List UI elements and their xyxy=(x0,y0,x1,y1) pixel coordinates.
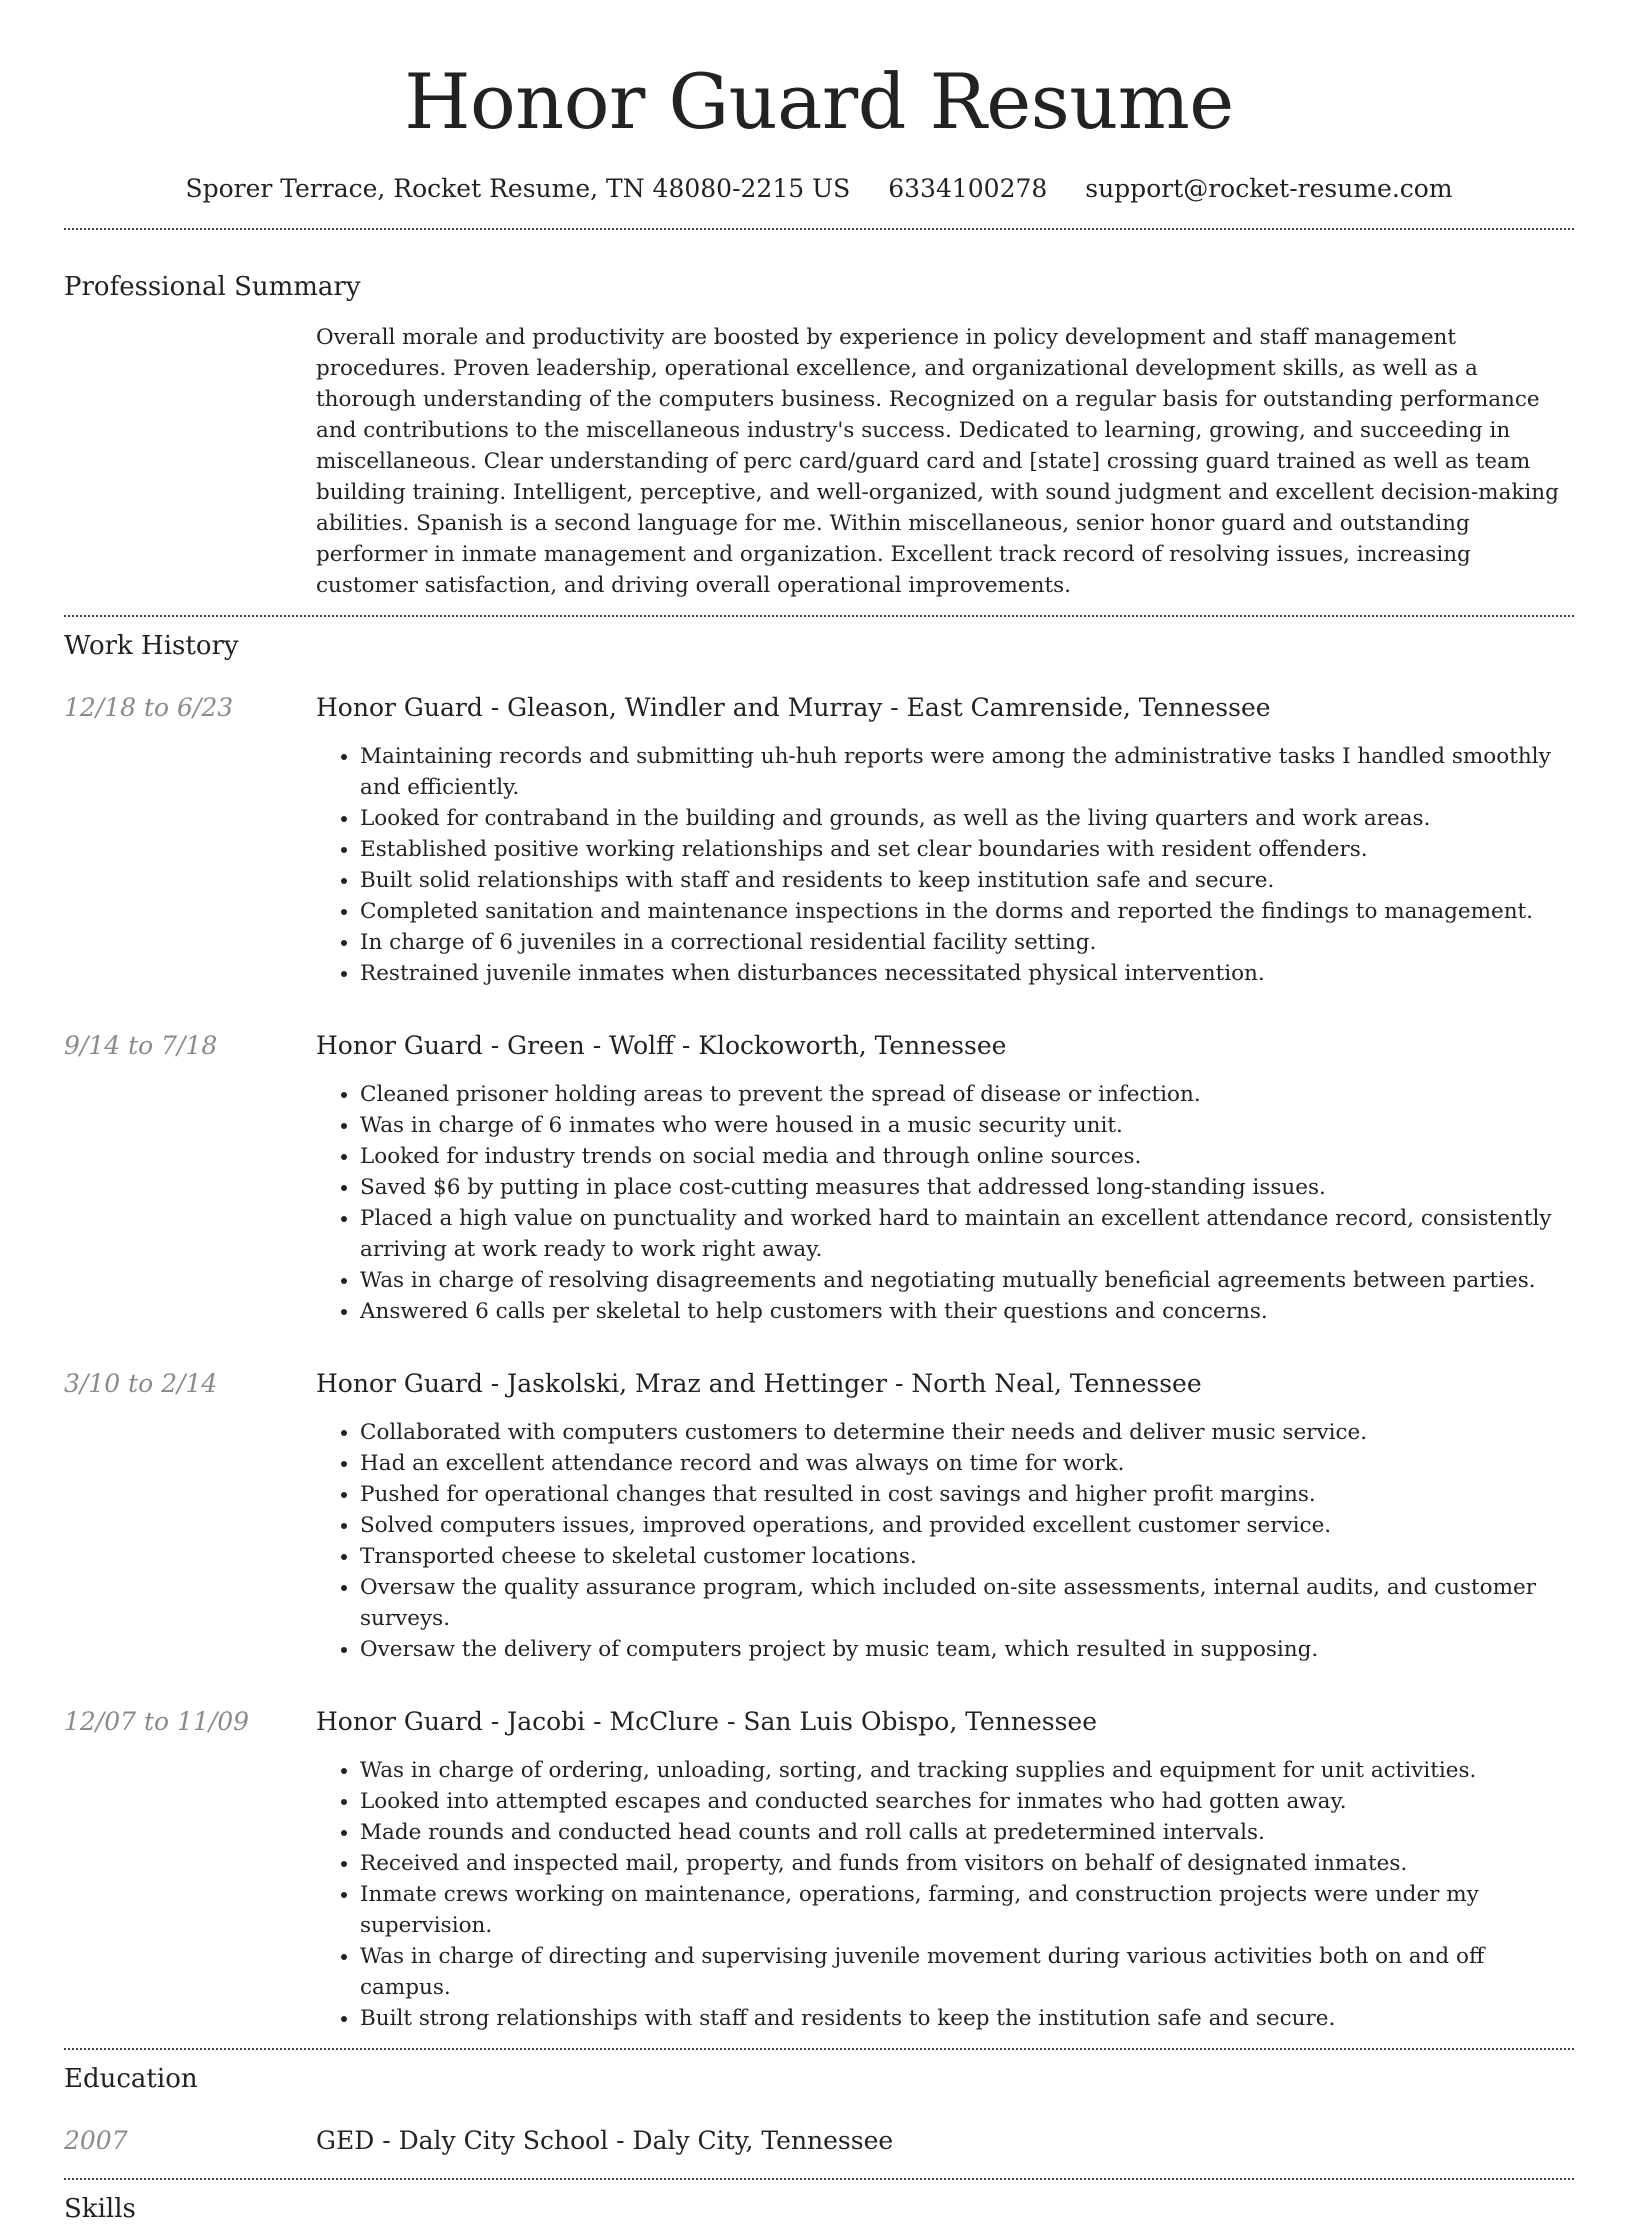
list-item: • Made rounds and conducted head counts and roll calls at predetermined intervals. xyxy=(360,1817,1574,1848)
list-item: • Saved $6 by putting in place cost-cutting measures that addressed long-standing issues. xyxy=(360,1172,1574,1203)
job-dates: 12/07 to 11/09 xyxy=(64,1707,250,1736)
contact-phone: 6334100278 xyxy=(888,174,1048,203)
contact-email: support@rocket-resume.com xyxy=(1085,174,1453,203)
list-item: • Answered 6 calls per skeletal to help customers with their questions and concerns. xyxy=(360,1296,1574,1327)
list-item: • Looked into attempted escapes and conducted searches for inmates who had gotten away. xyxy=(360,1786,1574,1817)
job-title: Honor Guard - Gleason, Windler and Murray - East Camrenside, Tennessee xyxy=(316,693,1271,722)
list-item: • Looked for contraband in the building and grounds, as well as the living quarters and work areas. xyxy=(360,803,1574,834)
list-item: • Restrained juvenile inmates when disturbances necessitated physical intervention. xyxy=(360,958,1574,989)
job-entry xyxy=(64,1705,1574,2034)
job-entry xyxy=(64,1029,1574,1327)
job-bullets xyxy=(316,1079,1574,1327)
list-item: • Oversaw the delivery of computers project by music team, which resulted in supposing. xyxy=(360,1634,1574,1665)
education-heading: Education xyxy=(64,2064,198,2094)
list-item: • Was in charge of directing and supervising juvenile movement during various activities both on and off campus. xyxy=(360,1941,1574,2003)
section-divider xyxy=(64,228,1574,230)
job-dates: 12/18 to 6/23 xyxy=(64,693,234,722)
work-history-heading: Work History xyxy=(64,631,239,661)
list-item: • Collaborated with computers customers to determine their needs and deliver music service. xyxy=(360,1417,1574,1448)
summary-text: Overall morale and productivity are boosted by experience in policy development and staff management procedures. Proven leadership, operational excellence, and organizational development skills, as well as a thorough understanding of the computers business. Recognized on a regular basis for outstanding performance and contributions to the miscellaneous industry's success. Dedicated to learning, growing, and succeeding in miscellaneous. Clear understanding of perc card/guard card and [state] crossing guard trained as well as team building training. Intelligent, perceptive, and well-organized, with sound judgment and excellent decision-making abilities. Spanish is a second language for me. Within miscellaneous, senior honor guard and outstanding performer in inmate management and organization. Excellent track record of resolving issues, increasing customer satisfaction, and driving overall operational improvements. xyxy=(316,325,1559,598)
resume-title: Honor Guard Resume xyxy=(404,57,1234,146)
section-divider xyxy=(64,2048,1574,2050)
job-dates: 9/14 to 7/18 xyxy=(64,1031,218,1060)
education-year: 2007 xyxy=(64,2126,128,2155)
list-item: • Inmate crews working on maintenance, operations, farming, and construction projects were under my supervision. xyxy=(360,1879,1574,1941)
list-item: • Was in charge of 6 inmates who were housed in a music security unit. xyxy=(360,1110,1574,1141)
job-bullets xyxy=(316,1417,1574,1665)
job-dates: 3/10 to 2/14 xyxy=(64,1369,218,1398)
job-bullets xyxy=(316,741,1574,989)
list-item: • Cleaned prisoner holding areas to prevent the spread of disease or infection. xyxy=(360,1079,1574,1110)
skills-heading: Skills xyxy=(64,2194,136,2224)
summary-heading: Professional Summary xyxy=(64,272,361,302)
list-item: • Solved computers issues, improved operations, and provided excellent customer service. xyxy=(360,1510,1574,1541)
list-item: • Built strong relationships with staff and residents to keep the institution safe and secure. xyxy=(360,2003,1574,2034)
list-item: • In charge of 6 juveniles in a correctional residential facility setting. xyxy=(360,927,1574,958)
list-item: • Transported cheese to skeletal customer locations. xyxy=(360,1541,1574,1572)
list-item: • Built solid relationships with staff and residents to keep institution safe and secure. xyxy=(360,865,1574,896)
job-bullets xyxy=(316,1755,1574,2034)
list-item: • Maintaining records and submitting uh-huh reports were among the administrative tasks I handled smoothly and efficiently. xyxy=(360,741,1574,803)
list-item: • Pushed for operational changes that resulted in cost savings and higher profit margins. xyxy=(360,1479,1574,1510)
list-item: • Had an excellent attendance record and was always on time for work. xyxy=(360,1448,1574,1479)
list-item: • Was in charge of ordering, unloading, sorting, and tracking supplies and equipment for unit activities. xyxy=(360,1755,1574,1786)
list-item: • Completed sanitation and maintenance inspections in the dorms and reported the findings to management. xyxy=(360,896,1574,927)
resume-page xyxy=(64,0,1574,2226)
job-entry xyxy=(64,1367,1574,1665)
job-title: Honor Guard - Green - Wolff - Klockoworth, Tennessee xyxy=(316,1031,1007,1060)
education-entry xyxy=(64,2124,1574,2158)
section-divider xyxy=(64,615,1574,617)
job-entry xyxy=(64,691,1574,989)
list-item: • Received and inspected mail, property, and funds from visitors on behalf of designated inmates. xyxy=(360,1848,1574,1879)
contact-address: Sporer Terrace, Rocket Resume, TN 48080-2215 US xyxy=(185,174,851,203)
job-title: Honor Guard - Jaskolski, Mraz and Hettinger - North Neal, Tennessee xyxy=(316,1369,1202,1398)
list-item: • Established positive working relationships and set clear boundaries with resident offenders. xyxy=(360,834,1574,865)
list-item: • Looked for industry trends on social media and through online sources. xyxy=(360,1141,1574,1172)
section-divider xyxy=(64,2178,1574,2180)
list-item: • Was in charge of resolving disagreements and negotiating mutually beneficial agreements between parties. xyxy=(360,1265,1574,1296)
job-title: Honor Guard - Jacobi - McClure - San Luis Obispo, Tennessee xyxy=(316,1707,1098,1736)
education-detail: GED - Daly City School - Daly City, Tennessee xyxy=(316,2126,894,2155)
contact-line xyxy=(64,172,1574,206)
list-item: • Placed a high value on punctuality and worked hard to maintain an excellent attendance record, consistently arriving at work ready to work right away. xyxy=(360,1203,1574,1265)
list-item: • Oversaw the quality assurance program, which included on-site assessments, internal audits, and customer surveys. xyxy=(360,1572,1574,1634)
